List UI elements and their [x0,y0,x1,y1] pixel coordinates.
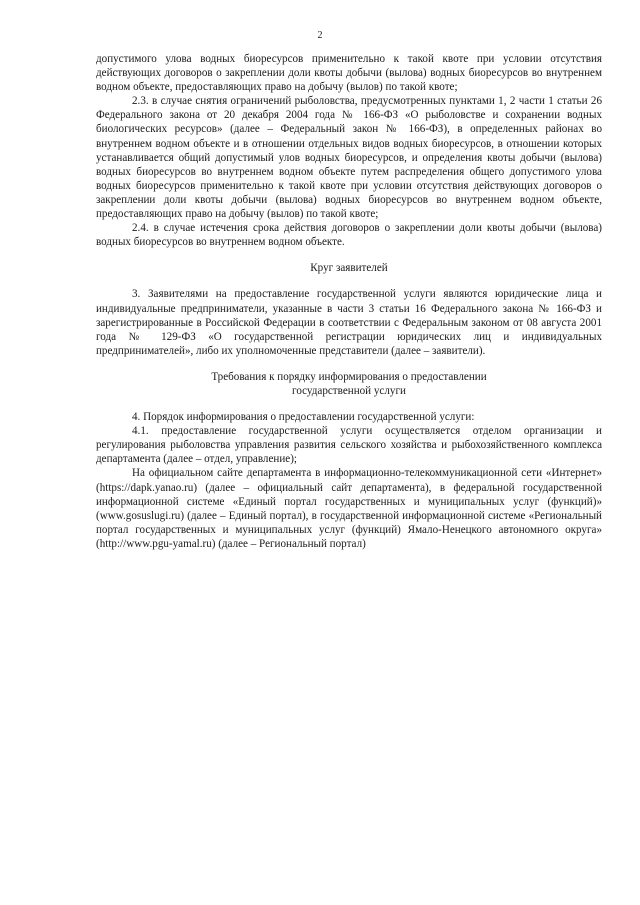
page-number: 2 [317,30,323,41]
paragraph-4: 4. Порядок информирования о предоставлении государственной услуги: [132,411,475,424]
paragraph-2-4: 2.4. в случае истечения срока действия договоров о закреплении доли квоты добычи (вылова) водных биоресурсов во внутреннем водном объекте. [96,222,602,249]
paragraph-continuation: допустимого улова водных биоресурсов применительно к такой квоте при условии отсутствия действующих договоров о закреплении доли квоты добычи (вылова) водных биоресурсов во внутреннем водном объекте, предоставляющих право на добычу (вылов) по такой квоте; [96,53,602,94]
paragraph-2-3: 2.3. в случае снятия ограничений рыболовства, предусмотренных пунктами 1, 2 части 1 статьи 26 Федерального закона от 20 декабря 2004 года № 166-ФЗ «О рыболовстве и сохранении водных биологических ресурсов» (далее – Федеральный закон № 166-ФЗ), в определенных районах во внутреннем водном объекте и в отношении отдельных видов водных биоресурсов, в отношении которых устанавливается общий допустимый улов водных биоресурсов, и определения квоты добычи (вылова) водных биоресурсов во внутреннем водном объекте путем распределения общего допустимого улова водных биоресурсов применительно к такой квоте при условии отсутствия действующих договоров о закреплении доли квоты добычи (вылова) водных биоресурсов во внутреннем водном объекте, предоставляющих право на добычу (вылов) по такой квоте; [96,95,602,221]
paragraph-4-1: 4.1. предоставление государственной услуги осуществляется отделом организации и регулирования рыболовства управления развития сельского хозяйства и рыбохозяйственного комплекса департамента (далее – отдел, управление); [96,425,602,466]
paragraph-3: 3. Заявителями на предоставление государственной услуги являются юридические лица и индивидуальные предприниматели, указанные в части 3 статьи 16 Федерального закона № 166-ФЗ и зарегистрированные в Российской Федерации в соответствии с Федеральным законом от 08 августа 2001 года № 129-ФЗ «О государственной регистрации юридических лиц и индивидуальных предпринимателей», либо их уполномоченные представители (далее – заявители). [96,288,602,357]
paragraph-official-site: На официальном сайте департамента в информационно-телекоммуникационной сети «Интернет» (https://dapk.yanao.ru) (далее – официальный сайт департамента), в федеральной государственной информационной системе «Единый портал государственных и муниципальных услуг (функций)» (www.gosuslugi.ru) (далее – Единый портал), в государственной информационной системе «Региональный портал государственных и муниципальных услуг (функций) Ямало-Ненецкого автономного округа» (http://www.pgu-yamal.ru) (далее – Региональный портал) [96,467,602,550]
document-body [96,52,602,551]
section-heading-information [96,370,602,398]
section-heading-applicants: Круг заявителей [310,262,388,275]
heading-line-1: Требования к порядку информирования о предоставлении [211,370,487,383]
heading-line-2: государственной услуги [292,384,406,397]
